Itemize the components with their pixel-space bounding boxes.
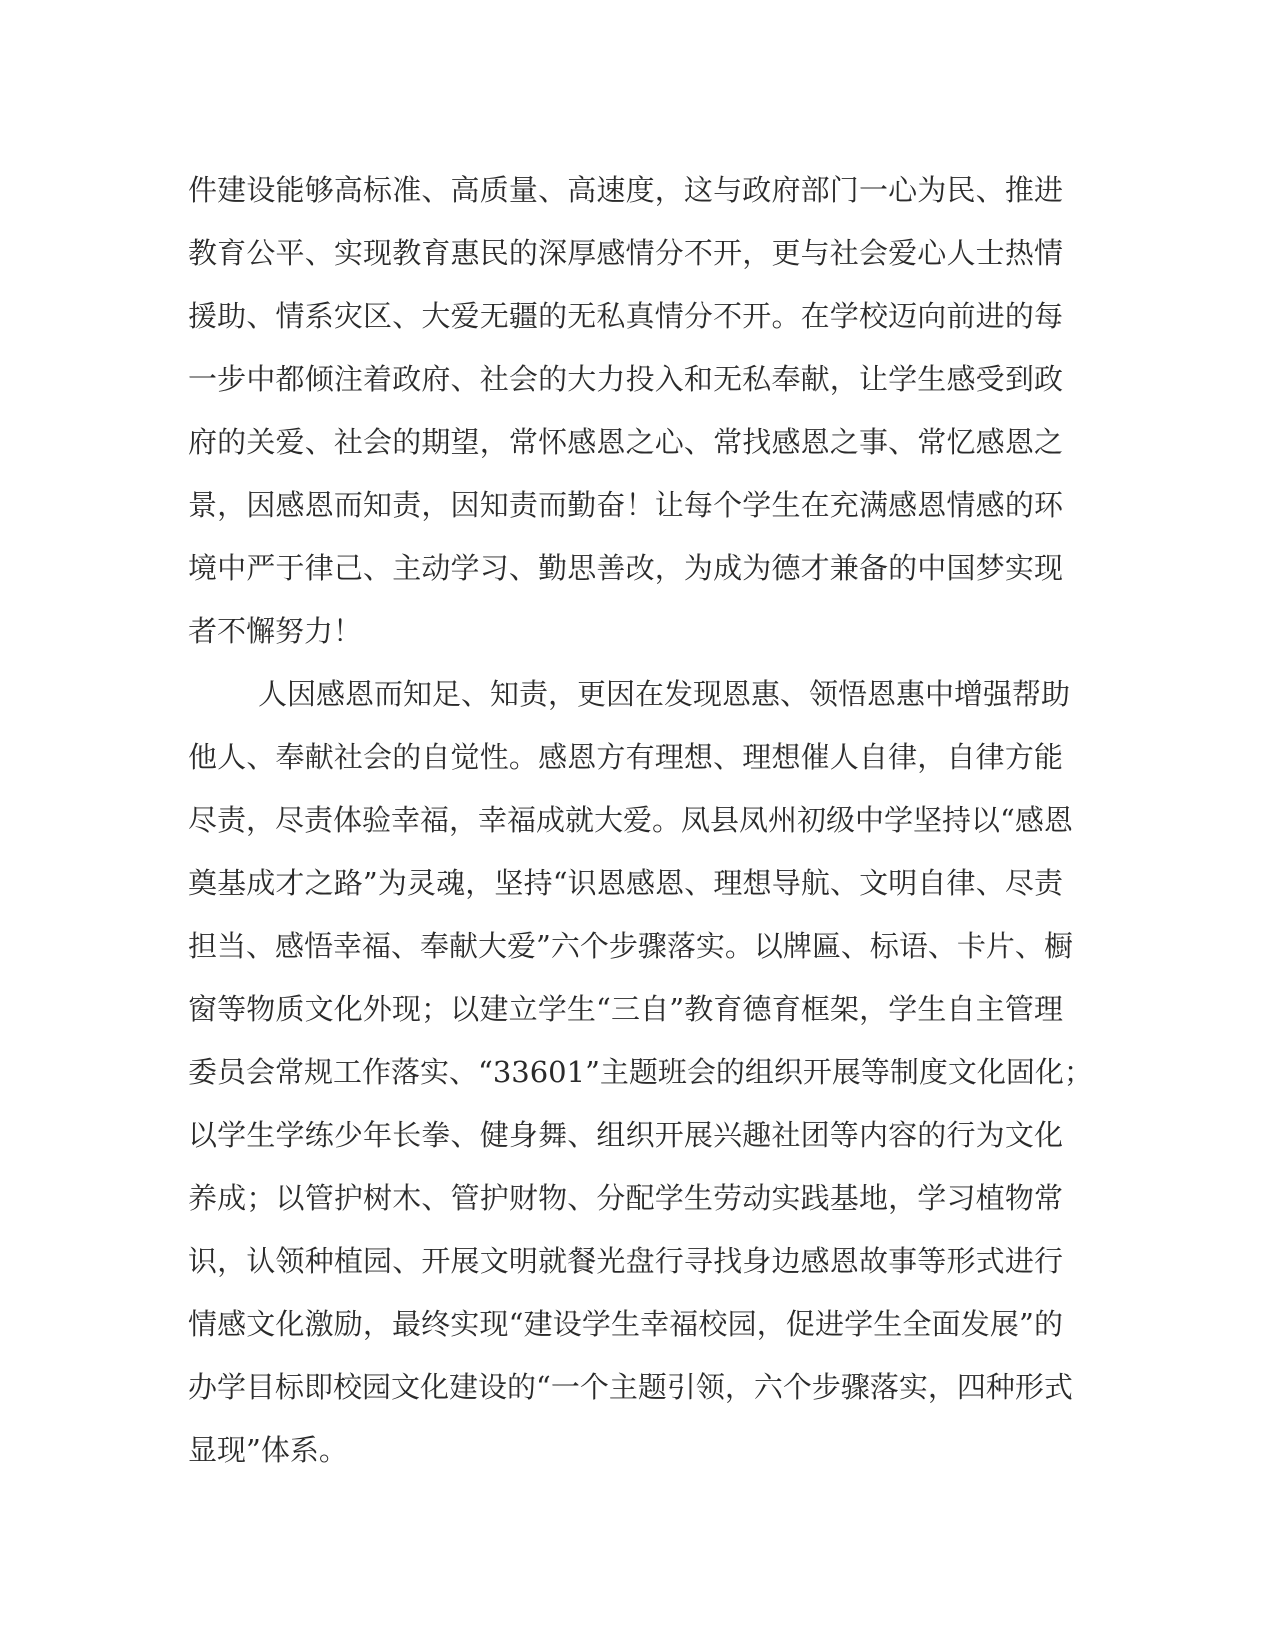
paragraph1-line: 一步中都倾注着政府、社会的大力投入和无私奉献，让学生感受到政: [188, 362, 1063, 396]
paragraph2-line: 担当、感悟幸福、奉献大爱”六个步骤落实。以牌匾、标语、卡片、橱: [188, 929, 1073, 963]
paragraph2-line: 尽责，尽责体验幸福，幸福成就大爱。凤县凤州初级中学坚持以“感恩: [188, 803, 1073, 837]
paragraph2-line: 窗等物质文化外现；以建立学生“三自”教育德育框架，学生自主管理: [188, 992, 1063, 1026]
body-text: [188, 159, 1093, 1482]
paragraph2-line: 以学生学练少年长拳、健身舞、组织开展兴趣社团等内容的行为文化: [188, 1118, 1063, 1152]
paragraph2-line: 他人、奉献社会的自觉性。感恩方有理想、理想催人自律，自律方能: [188, 740, 1063, 774]
paragraph1-line: 件建设能够高标准、高质量、高速度，这与政府部门一心为民、推进: [188, 173, 1063, 207]
paragraph2-line: 情感文化激励，最终实现“建设学生幸福校园，促进学生全面发展”的: [188, 1307, 1063, 1341]
paragraph1-line: 景，因感恩而知责，因知责而勤奋！让每个学生在充满感恩情感的环: [188, 488, 1063, 522]
paragraph1-line: 境中严于律己、主动学习、勤思善改，为成为德才兼备的中国梦实现: [188, 551, 1063, 585]
paragraph2-line: 识，认领种植园、开展文明就餐光盘行寻找身边感恩故事等形式进行: [188, 1244, 1063, 1278]
paragraph2-line: 人因感恩而知足、知责，更因在发现恩惠、领悟恩惠中增强帮助: [258, 677, 1071, 711]
paragraph2-line: 养成；以管护树木、管护财物、分配学生劳动实践基地，学习植物常: [188, 1181, 1063, 1215]
paragraph1-line: 援助、情系灾区、大爱无疆的无私真情分不开。在学校迈向前进的每: [188, 299, 1063, 333]
paragraph1-line: 教育公平、实现教育惠民的深厚感情分不开，更与社会爱心人士热情: [188, 236, 1063, 270]
paragraph2-line: 奠基成才之路”为灵魂，坚持“识恩感恩、理想导航、文明自律、尽责: [188, 866, 1063, 900]
paragraph2-line: 办学目标即校园文化建设的“一个主题引领，六个步骤落实，四种形式: [188, 1370, 1073, 1404]
paragraph1-line: 者不懈努力！: [188, 614, 363, 648]
paragraph2-line: 委员会常规工作落实、“33601”主题班会的组织开展等制度文化固化；: [188, 1055, 1093, 1089]
paragraph2-line: 显现”体系。: [188, 1433, 348, 1467]
paragraph1-line: 府的关爱、社会的期望，常怀感恩之心、常找感恩之事、常忆感恩之: [188, 425, 1063, 459]
